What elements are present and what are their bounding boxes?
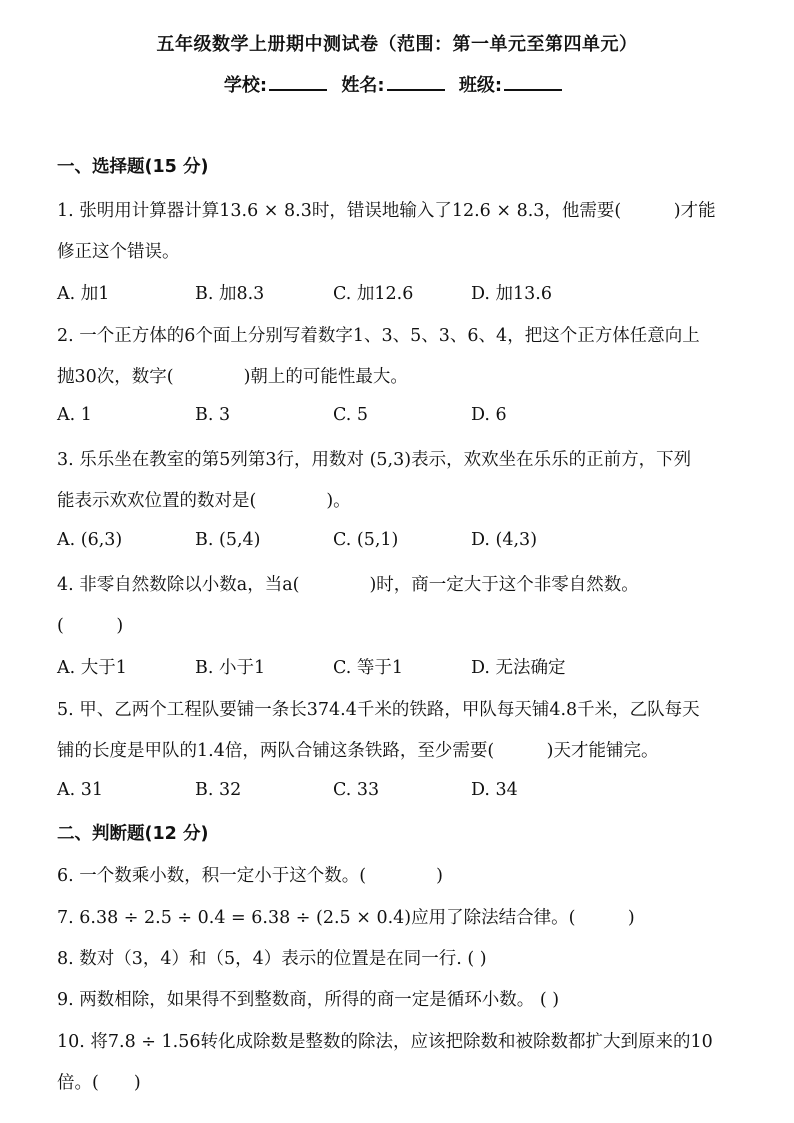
option-c: C. 33: [333, 780, 380, 800]
option-b: B. (5,4): [195, 530, 261, 550]
section-heading-choice: 一、选择题(15 分): [57, 157, 209, 177]
option-a: A. (6,3): [57, 530, 123, 550]
school-blank[interactable]: [269, 75, 327, 91]
question-3-line-2: 能表示欢欢位置的数对是( )。: [57, 491, 351, 511]
option-b: B. 加8.3: [195, 284, 265, 304]
question-5-line-1: 5. 甲、乙两个工程队要铺一条长374.4千米的铁路，甲队每天铺4.8千米，乙队每天: [57, 700, 700, 720]
question-4-line-2: ( ): [57, 616, 124, 636]
option-d: D. 34: [471, 780, 518, 800]
option-d: D. 无法确定: [471, 658, 566, 678]
student-info-row: [0, 71, 794, 97]
option-a: A. 1: [57, 405, 92, 425]
option-c: C. 等于1: [333, 658, 404, 678]
option-d: D. 6: [471, 405, 507, 425]
class-blank[interactable]: [504, 75, 562, 91]
question-7: 7. 6.38 ÷ 2.5 ÷ 0.4 = 6.38 ÷ (2.5 × 0.4)应用了除法结合律。( ): [57, 908, 635, 928]
question-4-line-1: 4. 非零自然数除以小数a，当a( )时，商一定大于这个非零自然数。: [57, 575, 639, 595]
question-1-line-1: 1. 张明用计算器计算13.6 × 8.3时，错误地输入了12.6 × 8.3，他需要( )才能: [57, 201, 716, 221]
school-label: 学校:: [223, 75, 268, 96]
option-b: B. 3: [195, 405, 231, 425]
question-10-line-1: 10. 将7.8 ÷ 1.56转化成除数是整数的除法，应该把除数和被除数都扩大到原来的10: [57, 1032, 713, 1052]
question-3-line-1: 3. 乐乐坐在教室的第5列第3行，用数对 (5,3)表示，欢欢坐在乐乐的正前方，下列: [57, 450, 692, 470]
question-2-line-2: 抛30次，数字( )朝上的可能性最大。: [57, 367, 408, 387]
option-b: B. 32: [195, 780, 242, 800]
question-8: 8. 数对（3，4）和（5，4）表示的位置是在同一行. ( ): [57, 949, 487, 969]
question-6: 6. 一个数乘小数，积一定小于这个数。( ): [57, 866, 443, 886]
option-d: D. (4,3): [471, 530, 538, 550]
option-a: A. 31: [57, 780, 104, 800]
option-c: C. 5: [333, 405, 369, 425]
name-blank[interactable]: [387, 75, 445, 91]
question-1-line-2: 修正这个错误。: [57, 242, 180, 262]
option-c: C. (5,1): [333, 530, 399, 550]
question-2-line-1: 2. 一个正方体的6个面上分别写着数字1、3、5、3、6、4，把这个正方体任意向上: [57, 326, 700, 346]
option-d: D. 加13.6: [471, 284, 552, 304]
option-a: A. 大于1: [57, 658, 127, 678]
question-5-line-2: 铺的长度是甲队的1.4倍，两队合铺这条铁路，至少需要( )天才能铺完。: [57, 741, 659, 761]
section-heading-judgement: 二、判断题(12 分): [57, 824, 209, 844]
option-b: B. 小于1: [195, 658, 266, 678]
question-10-line-2: 倍。( ): [57, 1073, 141, 1093]
name-label: 姓名:: [341, 75, 385, 96]
class-label: 班级:: [458, 75, 503, 96]
page-title: 五年级数学上册期中测试卷（范围：第一单元至第四单元）: [156, 34, 638, 55]
option-a: A. 加1: [57, 284, 110, 304]
question-9: 9. 两数相除，如果得不到整数商，所得的商一定是循环小数。 ( ): [57, 990, 560, 1010]
option-c: C. 加12.6: [333, 284, 414, 304]
